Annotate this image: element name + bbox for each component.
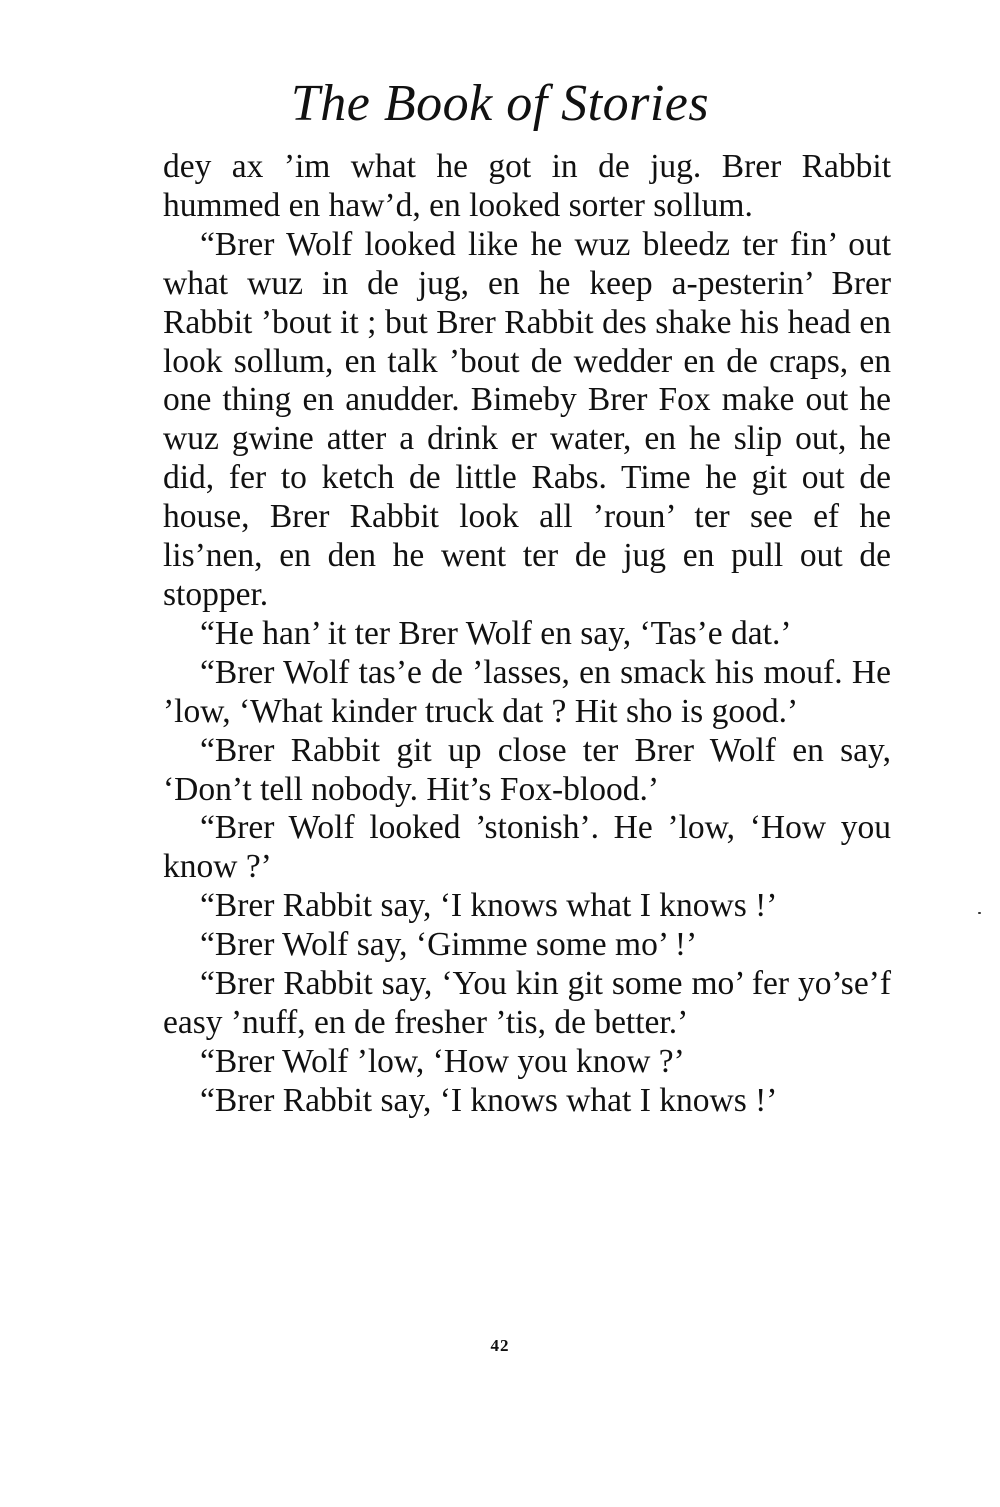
paragraph: “Brer Rabbit git up close ter Brer Wolf en say, ‘Don’t tell nobody. Hit’s Fox-blood.’ xyxy=(163,731,891,808)
paragraph: “Brer Wolf say, ‘Gimme some mo’ !’ xyxy=(200,926,698,964)
paragraph: “Brer Rabbit say, ‘I knows what I knows !’ xyxy=(200,887,778,925)
paragraph: “He han’ it ter Brer Wolf en say, ‘Tas’e dat.’ xyxy=(200,614,792,652)
body-text xyxy=(163,148,891,1121)
paragraph: “Brer Wolf looked ’stonish’. He ’low, ‘How you know ?’ xyxy=(163,809,891,886)
paragraph: “Brer Wolf ’low, ‘How you know ?’ xyxy=(200,1042,685,1080)
page-number: 42 xyxy=(490,1336,510,1355)
print-speck xyxy=(978,912,981,914)
paragraph: “Brer Rabbit say, ‘You kin git some mo’ fer yo’se’f easy ’nuff, en de fresher ’tis, de better.’ xyxy=(163,965,891,1041)
paragraph: dey ax ’im what he got in de jug. Brer Rabbit hummed en haw’d, en looked sorter sollum. xyxy=(163,148,891,224)
running-head: The Book of Stories xyxy=(290,75,710,132)
paragraph: “Brer Wolf looked like he wuz bleedz ter fin’ out what wuz in de jug, en he keep a-pesterin’ Brer Rabbit ’bout it ; but Brer Rabbit des shake his head en look sollum, en talk ’bout de wedder en de craps, en one thing en anudder. Bimeby Brer Fox make out he wuz gwine atter a drink er water, en he slip out, he did, fer to ketch de little Rabs. Time he git out de house, Brer Rabbit look all ’roun’ ter see ef he lis’nen, en den he went ter de jug en pull out de stopper. xyxy=(163,225,891,613)
paragraph: “Brer Wolf tas’e de ’lasses, en smack his mouf. He ’low, ‘What kinder truck dat ? Hit sho is good.’ xyxy=(163,653,891,730)
paragraph: “Brer Rabbit say, ‘I knows what I knows !’ xyxy=(200,1081,778,1119)
